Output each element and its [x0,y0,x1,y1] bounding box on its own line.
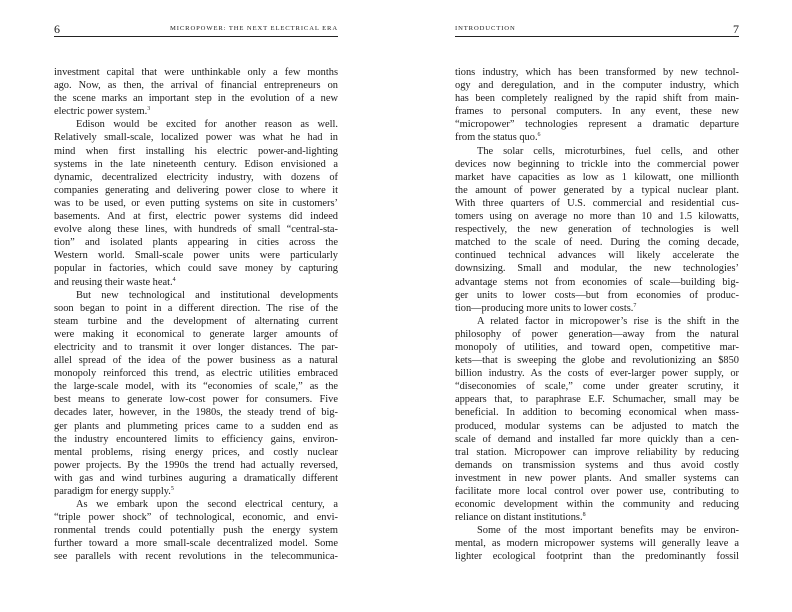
text-line-content: As we embark upon the second electrical century, a [76,499,338,511]
text-line-content: further toward a more small-scale decentralized model. Some [54,538,338,550]
text-line-content: best means to generate low-cost power for consumers. Five [54,394,338,406]
text-line-content: ger plants and plummeting prices came to a sudden end as [54,420,338,432]
text-line [455,92,739,105]
text-line [54,79,338,92]
text-line [54,249,338,262]
text-line [54,367,338,380]
text-line [54,315,338,328]
text-line-content: paradigm for energy supply. [54,486,171,497]
text-line-content: popular in factories, which could save money by capturing [54,263,338,275]
text-line-content: tion” and isolated plants appearing in cities across the [54,237,338,249]
text-line-content: has been completely realigned by the rapid shift from main- [455,93,739,105]
text-line [54,420,338,433]
text-line [455,537,739,550]
text-line-content: power projects. By the 1990s the trend had actually reversed, [54,459,338,471]
text-line [455,262,739,275]
text-line-content: was to be used, or even putting systems on site in customers’ [54,197,338,209]
text-line [455,105,739,118]
text-line [54,459,338,472]
text-line-content: tomers using on average no more than 10 and 1.5 kilowatts, [455,211,739,223]
text-line-content: the scene marks an important step in the evolution of a new [54,93,338,105]
text-line [54,92,338,105]
text-line [54,380,338,393]
text-line [455,289,739,302]
text-line [455,302,739,315]
text-line-content: matched to the scale of need. During the coming decade, [455,237,739,249]
text-line [54,524,338,537]
text-line-content: kets—that is sweeping the globe and revolutionizing an $850 [455,355,739,367]
text-line-content: “micropower” technologies represent a dramatic departure [455,119,739,131]
text-line-content: soon began to point in a different direction. The rise of the [54,302,338,314]
text-line [455,210,739,223]
text-line-content: With three quarters of U.S. commercial and residential cus- [455,197,739,209]
text-line-content: steam turbine and the development of alternating current [54,315,338,327]
text-line-content: basements. And at first, electric power systems did indeed [54,211,338,223]
text-line [54,236,338,249]
text-line-content: market have capacities as low as 1 kilowatt, one millionth [455,171,739,183]
text-line-content: investment in new power plants. And smaller systems can [455,472,739,484]
text-line-content: tions industry, which has been transformed by new technol- [455,67,739,78]
text-line-content: frames to personal computers. In any event, these new [455,106,739,118]
text-line [455,406,739,419]
text-line [54,511,338,524]
text-line-content: the large-scale model, with its “economies of scale,” as the [54,381,338,393]
text-line-content: Edison would be excited for another reason as well. [76,119,338,131]
text-line-content: evolve along these lines, with hundreds of small “central-sta- [54,224,338,236]
text-line-content: respectively, the new generation of technologies is well [455,224,739,236]
text-line [54,131,338,144]
text-line-content: beneficial. In addition to becoming economical when mass- [455,407,739,419]
text-line [455,184,739,197]
text-line-content: facilitate more local control over power use, contributing to [455,486,739,497]
text-line [54,118,338,131]
text-line [455,446,739,459]
footnote-marker: 4 [172,276,176,283]
text-line-content: decades later, however, in the 1980s, the steady trend of big- [54,407,338,419]
text-line-content: “triple power shock” of technological, economic, and envi- [54,512,338,524]
text-line [455,131,739,144]
right-page-header [455,22,739,37]
text-line-content: ago. Now, as then, the arrival of financial entrepreneurs on [54,80,338,92]
text-line [54,302,338,315]
left-page-header [54,22,338,37]
text-line-content: the amount of power generated by a typical nuclear plant. [455,184,739,196]
text-line-content: dynamic, decentralized electricity industry, with dozens of [54,171,338,183]
text-line-content: tion—producing more units to lower costs. [455,302,634,314]
text-line-content: continued technical advances will likely accelerate the [455,250,739,262]
text-line [455,197,739,210]
text-line-content: lighter ecological footprint than the predominantly fossil [455,551,739,563]
text-line-content: ger units to lower costs—but from economies of produc- [455,289,739,301]
text-line-content: The solar cells, microturbines, fuel cells, and other [477,145,739,157]
footnote-marker: 5 [170,486,174,492]
text-line-content: downsizing. Small and modular, the new technologies’ [455,263,739,275]
text-line-content: systems in the late nineteenth century. Edison envisioned a [54,158,338,170]
text-line [455,236,739,249]
text-line [54,354,338,367]
text-line [455,66,739,79]
text-line [455,380,739,393]
text-line-content: produced, modular systems can be adjusted to match the [455,420,739,432]
text-line [54,433,338,446]
text-line [455,145,739,158]
text-line [455,171,739,184]
text-line-content: were making it economical to generate larger amounts of [54,328,338,340]
text-line [54,341,338,354]
text-line [455,249,739,262]
text-line [455,79,739,92]
text-line [54,210,338,223]
text-line-content: appears that, to paraphrase E.F. Schumacher, small may be [455,394,739,406]
text-line-content: A related factor in micropower’s rise is the shift in the [477,315,739,327]
text-line-content: scale of demand and installed far more quickly than a cen- [455,433,739,445]
text-line [455,393,739,406]
text-line-content: and reusing their waste heat. [54,276,173,288]
text-line-content: mental problems, rising energy prices, and costly nuclear [54,446,338,458]
text-line [455,341,739,354]
text-line-content: the industry encountered limits to efficiency gains, environ- [54,433,338,445]
text-line [54,197,338,210]
text-line [54,262,338,275]
text-line [455,485,739,498]
text-line-content: demands on transmission systems and thus avoid costly [455,459,739,471]
text-line [54,184,338,197]
text-line-content: electric power system. [54,106,148,118]
text-line-content: monopoly of utilities, and toward open, competitive mar- [455,341,739,353]
text-line-content: from the status quo. [455,132,538,144]
text-line [54,158,338,171]
text-line-content: with gas and wind turbines auguring a dramatically different [54,472,338,484]
text-line [54,276,338,289]
text-line-content: Western world. Small-scale power units were particularly [54,250,338,262]
right-page-body [455,66,739,564]
text-line [455,223,739,236]
text-line [54,446,338,459]
running-head-right: INTRODUCTION [455,25,516,32]
text-line [455,315,739,328]
text-line [54,328,338,341]
text-line-content: devices now beginning to trickle into the commercial power [455,158,739,170]
text-line [455,459,739,472]
text-line [54,393,338,406]
page-number-left: 6 [54,22,60,36]
text-line [455,328,739,341]
text-line-content: But new technological and institutional developments [76,289,338,301]
text-line-content: reliance on distant institutions. [455,512,583,524]
text-line [54,223,338,236]
text-line [54,485,338,498]
text-line [54,289,338,302]
text-line [455,550,739,563]
text-line [455,524,739,537]
text-line [455,472,739,485]
text-line-content: economic development within the community and reducing [455,499,739,511]
text-line-content: tral station. Micropower can improve reliability by reducing [455,446,739,458]
text-line [54,66,338,79]
text-line [455,354,739,367]
text-line [54,171,338,184]
text-line [54,537,338,550]
page-number-right: 7 [733,22,739,36]
text-line-content: ogy and deregulation, and in the computer industry, which [455,80,739,92]
text-line [455,498,739,511]
text-line-content: mental, as modern micropower systems will generally leave a [455,538,739,550]
text-line-content: electricity and to transmit it over longer distances. The par- [54,341,338,353]
footnote-marker: 6 [537,132,541,139]
footnote-marker: 8 [582,512,586,519]
text-line [455,367,739,380]
running-head-left: MICROPOWER: THE NEXT ELECTRICAL ERA [169,25,338,32]
text-line [54,550,338,563]
text-line [455,511,739,524]
text-line [455,158,739,171]
text-line-content: ronmental trends could potentially push the energy system [54,525,338,537]
text-line-content: see parallels with recent revolutions in the telecommunica- [54,551,338,563]
footnote-marker: 7 [633,302,637,309]
text-line-content: mind when first installing his electric power-and-lighting [54,145,338,157]
text-line-content: Relatively small-scale, localized power was what he had in [54,132,338,144]
text-line-content: philosophy of power generation—away from the natural [455,328,739,340]
text-line-content: companies generating and delivering power close to where it [54,184,338,196]
text-line-content: investment capital that were unthinkable only a few months [54,67,338,78]
text-line-content: billion industry. As the costs of ever-larger power supply, or [455,368,739,380]
text-line [54,105,338,118]
text-line [54,145,338,158]
footnote-marker: 3 [147,106,151,113]
text-line [54,406,338,419]
text-line-content: Some of the most important benefits may be environ- [477,525,739,537]
text-line-content: “diseconomies of scale,” come under greater scrutiny, it [455,381,739,393]
text-line [54,472,338,485]
text-line [455,118,739,131]
text-line-content: advantage stems not from economies of scale—building big- [455,276,739,288]
left-page-body [54,66,338,564]
text-line [455,433,739,446]
text-line [54,498,338,511]
text-line-content: monopoly reinforced this trend, as electric utilities embraced [54,368,338,380]
text-line-content: allel spread of the idea of the power business as a natural [54,355,338,367]
text-line [455,276,739,289]
text-line [455,420,739,433]
